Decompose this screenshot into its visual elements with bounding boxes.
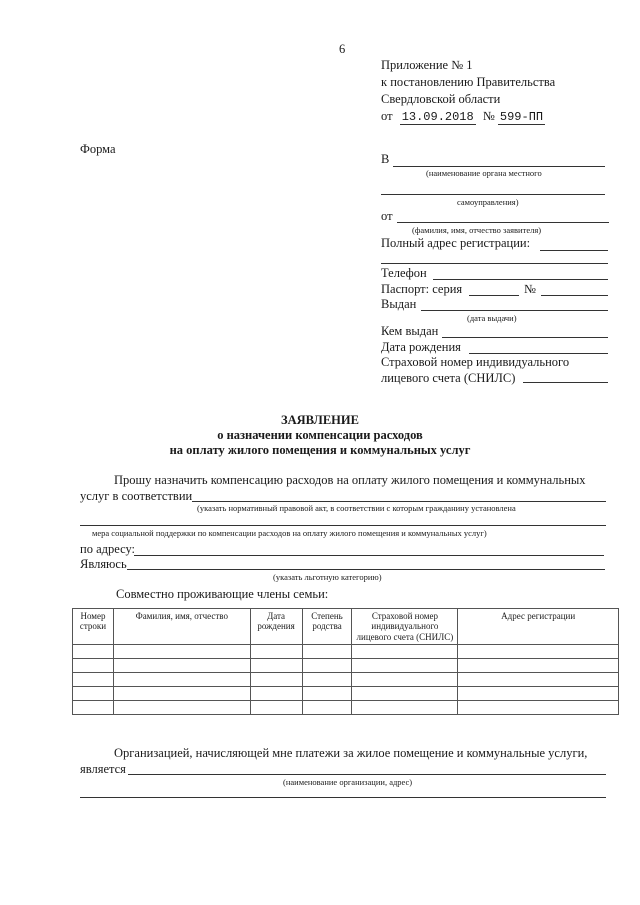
address-label: Полный адрес регистрации: (381, 236, 531, 250)
passport-series-line[interactable] (469, 295, 519, 296)
address-line-2[interactable] (381, 263, 608, 264)
phone-label: Телефон (381, 266, 427, 280)
members-table-header (73, 609, 619, 645)
category-label: Являюсь (80, 557, 127, 571)
issued-by-label: Кем выдан (381, 324, 439, 338)
request-line-2: услуг в соответствии (80, 489, 193, 503)
to-line-2[interactable] (381, 194, 605, 195)
col-header-row-number: Номер строки (73, 609, 114, 645)
table-row[interactable] (73, 659, 619, 673)
appendix-date-line (381, 108, 555, 126)
col-header-snils: Страховой номер индивидуального лицевого счета (СНИЛС) (352, 609, 458, 645)
category-line[interactable] (127, 569, 605, 570)
appendix-line-1: Приложение № 1 (381, 58, 473, 72)
appendix-number: 599-ПП (499, 110, 544, 124)
passport-no-label: № (524, 282, 536, 296)
to-label: В (381, 152, 390, 166)
passport-label: Паспорт: серия (381, 282, 463, 296)
issued-caption: (дата выдачи) (467, 313, 517, 323)
appendix-block (381, 57, 555, 126)
title-line-2: о назначении компенсации расходов (217, 428, 423, 442)
col-header-birth-date: Дата рождения (250, 609, 302, 645)
members-label: Совместно проживающие члены семьи: (116, 587, 329, 601)
appendix-number-label: № (482, 109, 495, 123)
from-line[interactable] (397, 222, 609, 223)
appendix-date: 13.09.2018 (401, 110, 474, 124)
issued-by-line[interactable] (442, 337, 608, 338)
table-row[interactable] (73, 673, 619, 687)
from-label: от (381, 209, 393, 223)
snils-label-2: лицевого счета (СНИЛС) (381, 371, 516, 385)
organization-line-field[interactable] (128, 774, 606, 775)
document-title (0, 413, 640, 458)
request-caption-1: (указать нормативный правовой акт, в соответствии с которым гражданину установлена (197, 503, 516, 513)
table-row[interactable] (73, 645, 619, 659)
from-caption: (фамилия, имя, отчество заявителя) (412, 225, 542, 235)
request-caption-2: мера социальной поддержки по компенсации расходов на оплату жилого помещения и коммунальных услуг) (92, 528, 487, 538)
issued-label: Выдан (381, 297, 417, 311)
organization-line-field-2[interactable] (80, 797, 606, 798)
title-line-3: на оплату жилого помещения и коммунальных услуг (169, 443, 471, 457)
page-number: 6 (339, 42, 346, 56)
passport-number-line[interactable] (541, 295, 608, 296)
snils-label-1: Страховой номер индивидуального (381, 355, 570, 369)
address-to-label: по адресу: (80, 542, 136, 556)
members-table (72, 608, 619, 715)
appendix-from-label: от (381, 109, 393, 123)
table-row[interactable] (73, 701, 619, 715)
address-line[interactable] (540, 250, 608, 251)
organization-line-2: является (80, 762, 126, 776)
snils-line[interactable] (523, 382, 608, 383)
appendix-line-3: Свердловской области (381, 92, 501, 106)
issued-line[interactable] (421, 310, 608, 311)
to-caption-1: (наименование органа местного (426, 168, 542, 178)
request-line-field-2[interactable] (80, 525, 606, 526)
birth-label: Дата рождения (381, 340, 461, 354)
address-to-line[interactable] (134, 555, 604, 556)
appendix-line-2: к постановлению Правительства (381, 75, 556, 89)
col-header-full-name: Фамилия, имя, отчество (113, 609, 250, 645)
organization-line-1: Организацией, начисляющей мне платежи за жилое помещение и коммунальные услуги, (114, 746, 588, 760)
organization-caption: (наименование организации, адрес) (283, 777, 413, 787)
form-label: Форма (80, 142, 116, 156)
phone-line[interactable] (433, 279, 608, 280)
table-row[interactable] (73, 687, 619, 701)
col-header-registration-address: Адрес регистрации (458, 609, 619, 645)
to-caption-2: самоуправления) (457, 197, 519, 207)
col-header-relation: Степень родства (302, 609, 352, 645)
request-line-1: Прошу назначить компенсацию расходов на оплату жилого помещения и коммунальных (114, 473, 586, 487)
request-line-field[interactable] (192, 501, 606, 502)
to-line[interactable] (393, 166, 605, 167)
category-caption: (указать льготную категорию) (273, 572, 382, 582)
title-line-1: ЗАЯВЛЕНИЕ (281, 413, 359, 427)
